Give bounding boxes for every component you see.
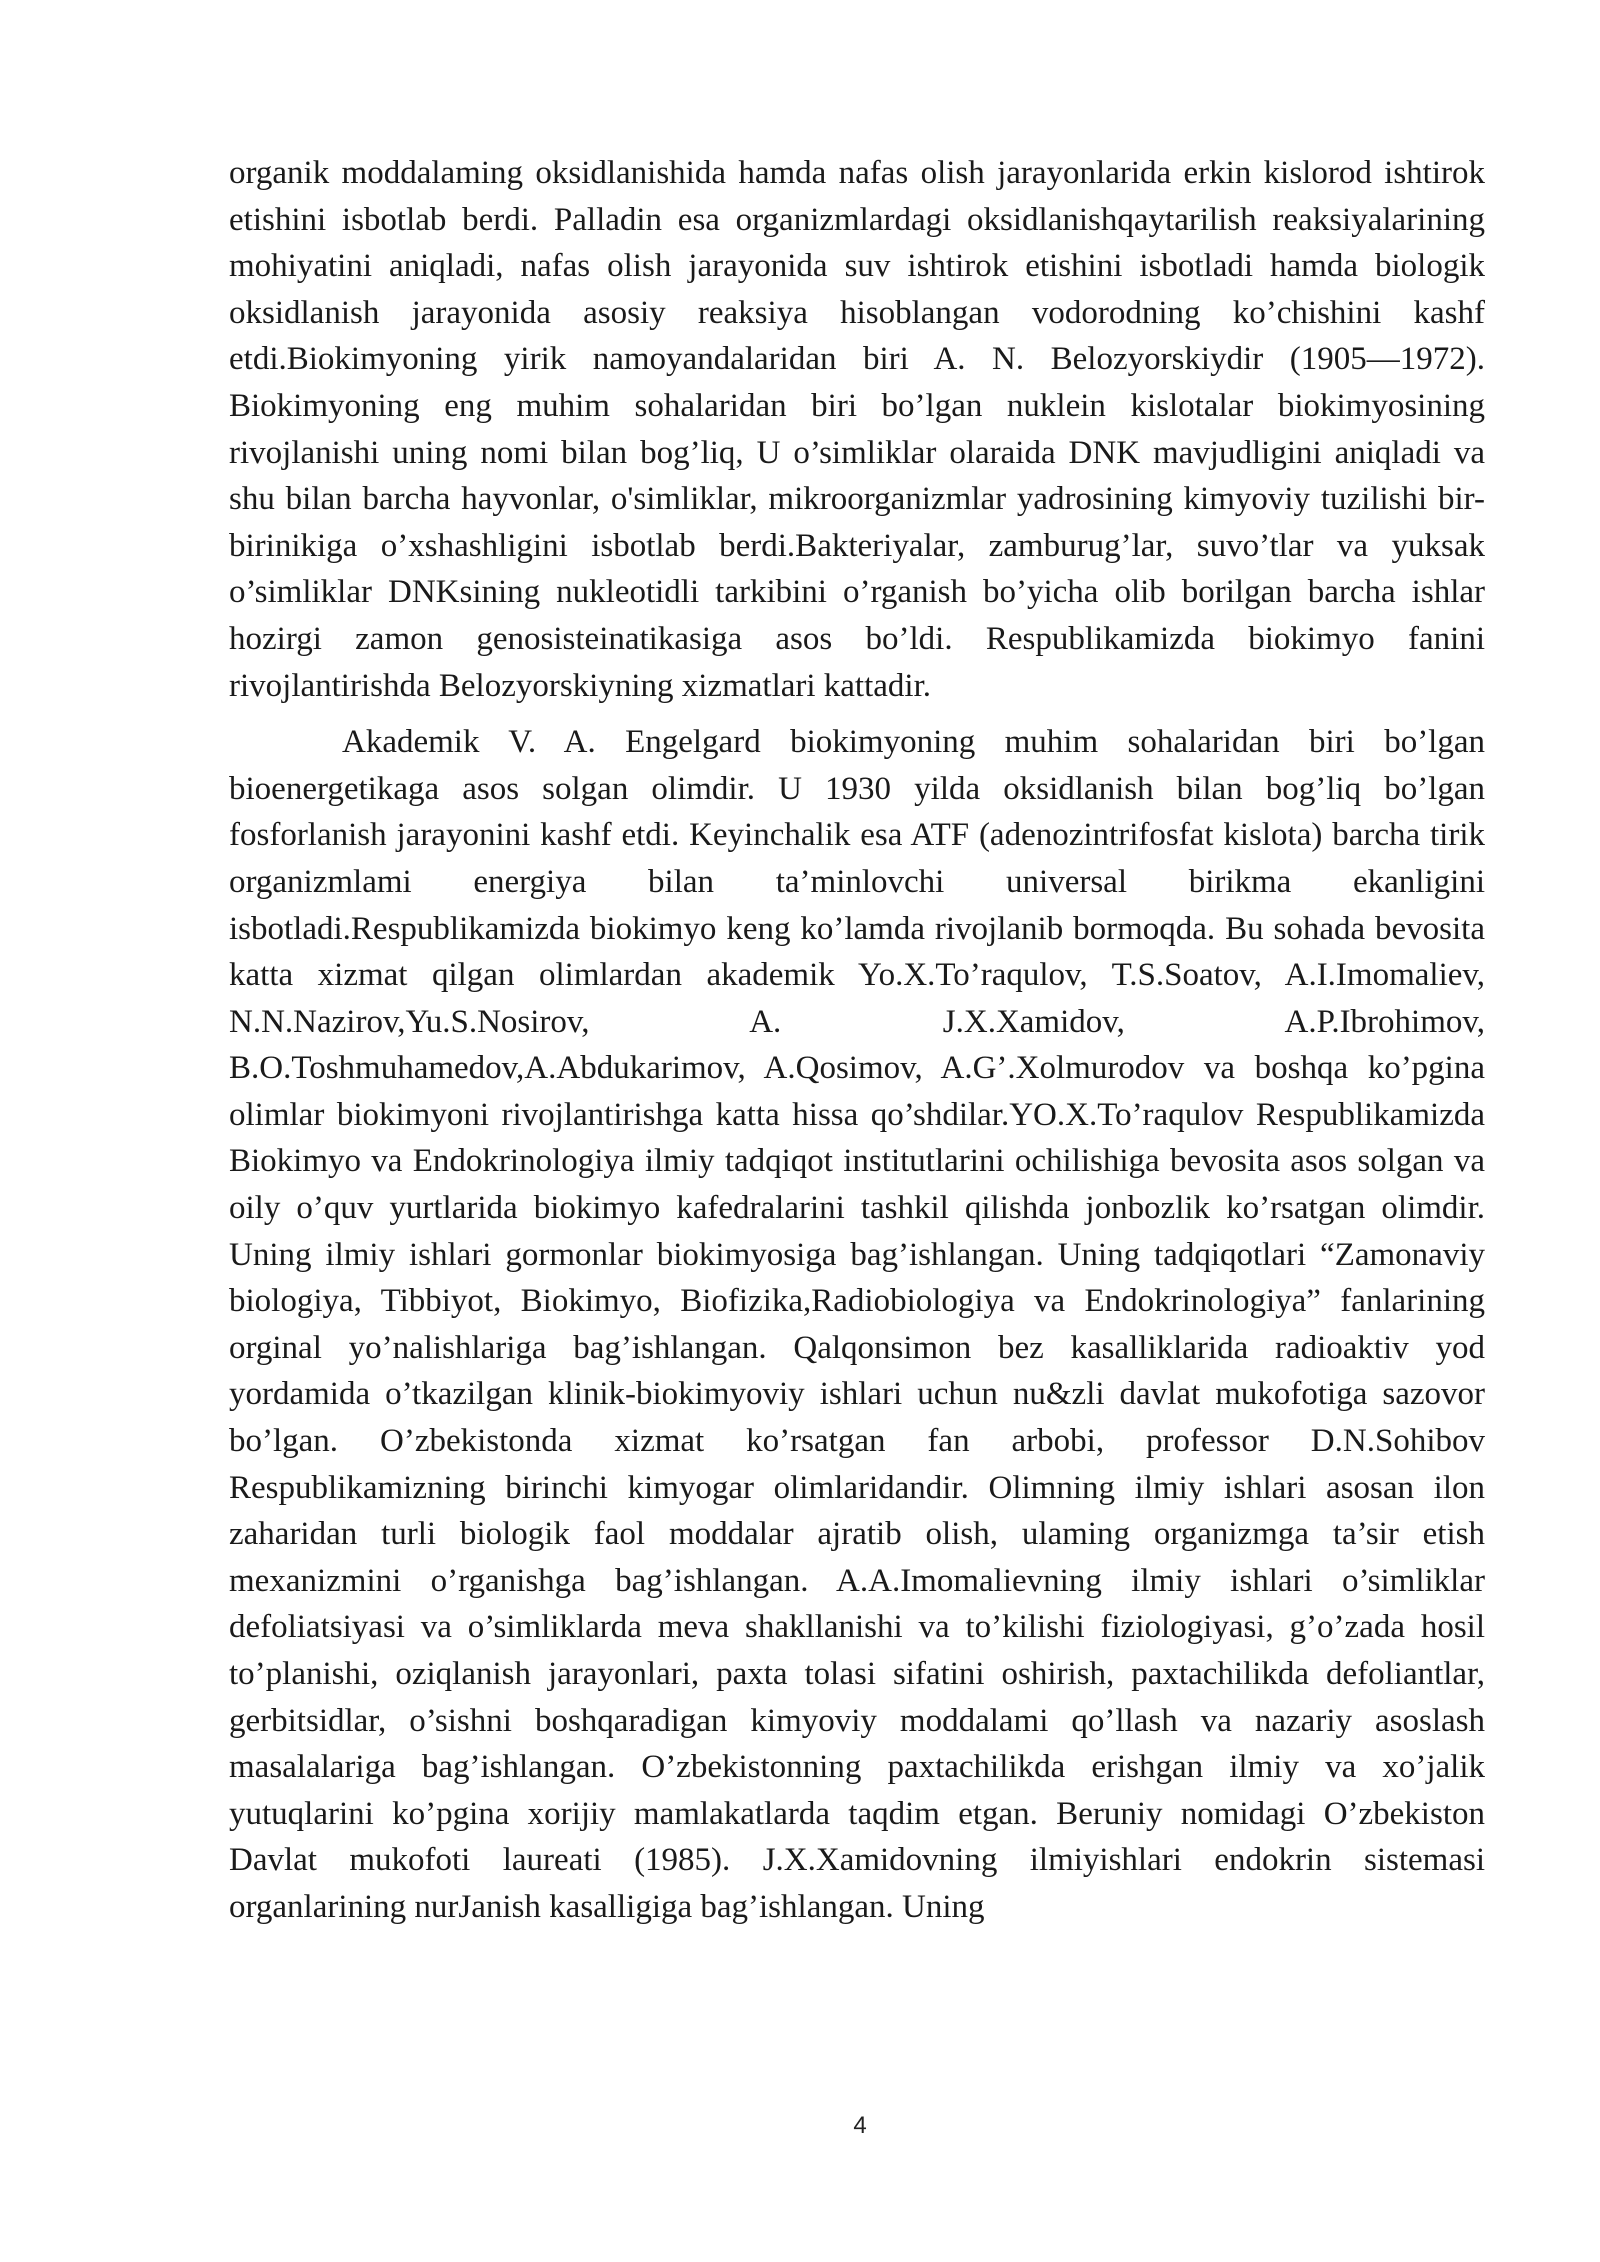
paragraph-1: organik moddalaming oksidlanishida hamda nafas olish jarayonlarida erkin kislorod ishtirok etishini isbotlab berdi. Palladin esa organizmlardagi oksidlanishqaytarilish reaksiyalarining mohiyatini aniqladi, nafas olish jarayonida suv ishtirok etishini isbotladi hamda biologik oksidlanish jarayonida asosiy reaksiya hisoblangan vodorodning ko’chishini kashf etdi.Biokimyoning yirik namoyandalaridan biri A. N. Belozyorskiydir (1905—1972). Biokimyoning eng muhim sohalaridan biri bo’lgan nuklein kislotalar biokimyosining rivojlanishi uning nomi bilan bog’liq, U o’simliklar olaraida DNK mavjudligini aniqladi va shu bilan barcha hayvonlar, o'simliklar, mikroorganizmlar yadrosining kimyoviy tuzilishi bir-birinikiga o’xshashligini isbotlab berdi.Bakteriyalar, zamburug’lar, suvo’tlar va yuksak o’simliklar DNKsining nukleotidli tarkibini o’rganish bo’yicha olib borilgan barcha ishlar hozirgi zamon genosisteinatikasiga asos bo’ldi. Respublikamizda biokimyo fanini rivojlantirishda Belozyorskiyning xizmatlari kattadir. (229, 155, 1485, 704)
body-text (229, 150, 1485, 1931)
page-number: 4 (853, 2112, 867, 2139)
paragraph-2: Akademik V. A. Engelgard biokimyoning muhim sohalaridan biri bo’lgan bioenergetikaga asos solgan olimdir. U 1930 yilda oksidlanish bilan bog’liq bo’lgan fosforlanish jarayonini kashf etdi. Keyinchalik esa ATF (adenozintrifosfat kislota) barcha tirik organizmlami energiya bilan ta’minlovchi universal birikma ekanligini isbotladi.Respublikamizda biokimyo keng ko’lamda rivojlanib bormoqda. Bu sohada bevosita katta xizmat qilgan olimlardan akademik Yo.X.To’raqulov, T.S.Soatov, A.I.Imomaliev, N.N.Nazirov,Yu.S.Nosirov, A. J.X.Xamidov, A.P.Ibrohimov, B.O.Toshmuhamedov,A.Abdukarimov, A.Qosimov, A.G’.Xolmurodov va boshqa ko’pgina olimlar biokimyoni rivojlantirishga katta hissa qo’shdilar.YO.X.To’raqulov Respublikamizda Biokimyo va Endokrinologiya ilmiy tadqiqot institutlarini ochilishiga bevosita asos solgan va oily o’quv yurtlarida biokimyo kafedralarini tashkil qilishda jonbozlik ko’rsatgan olimdir. Uning ilmiy ishlari gormonlar biokimyosiga bag’ishlangan. Uning tadqiqotlari “Zamonaviy biologiya, Tibbiyot, Biokimyo, Biofizika,Radiobiologiya va Endokrinologiya” fanlarining orginal yo’nalishlariga bag’ishlangan. Qalqonsimon bez kasalliklarida radioaktiv yod yordamida o’tkazilgan klinik-biokimyoviy ishlari uchun nu&zli davlat mukofotiga sazovor bo’lgan. O’zbekistonda xizmat ko’rsatgan fan arbobi, professor D.N.Sohibov Respublikamizning birinchi kimyogar olimlaridandir. Olimning ilmiy ishlari asosan ilon zaharidan turli biologik faol moddalar ajratib olish, ulaming organizmga ta’sir etish mexanizmini o’rganishga bag’ishlangan. A.A.Imomalievning ilmiy ishlari o’simliklar defoliatsiyasi va o’simliklarda meva shakllanishi va to’kilishi fiziologiyasi, g’o’zada hosil to’planishi, oziqlanish jarayonlari, paxta tolasi sifatini oshirish, paxtachilikda defoliantlar, gerbitsidlar, o’sishni boshqaradigan kimyoviy moddalami qo’llash va nazariy asoslash masalalariga bag’ishlangan. O’zbekistonning paxtachilikda erishgan ilmiy va xo’jalik yutuqlarini ko’pgina xorijiy mamlakatlarda taqdim etgan. Beruniy nomidagi O’zbekiston Davlat mukofoti laureati (1985). J.X.Xamidovning ilmiyishlari endokrin sistemasi organlarining nurJanish kasalligiga bag’ishlangan. Uning (229, 724, 1485, 1925)
